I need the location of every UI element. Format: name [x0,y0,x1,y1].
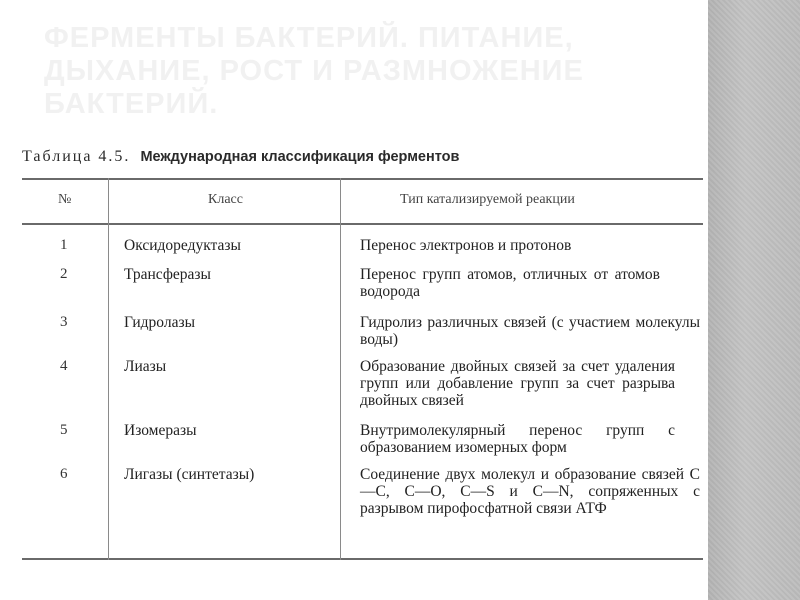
decorative-side-band [708,0,800,600]
row-number: 5 [60,422,68,438]
header-number: № [58,192,72,207]
column-divider [108,178,109,560]
row-class: Лиазы [124,358,167,375]
row-reaction: Образование двойных связей за счет удаления групп или добавление групп за счет разрыва двойных связей [360,358,675,409]
header-class: Класс [208,192,243,207]
row-reaction: Перенос групп атомов, отличных от атомов водорода [360,266,660,300]
row-class: Трансферазы [124,266,211,283]
row-reaction: Соединение двух молекул и образование связей С—С, С—О, С—S и С—N, сопряженных с разрывом пирофосфатной связи АТФ [360,466,700,517]
table-header-rule [22,223,703,225]
row-class: Гидролазы [124,314,195,331]
table-caption [22,148,459,166]
row-number: 2 [60,266,68,282]
enzyme-classification-table [22,178,703,560]
row-reaction: Внутримолекулярный перенос групп с образованием изомерных форм [360,422,675,456]
table-caption-title: Международная классификация ферментов [140,149,460,165]
row-reaction: Гидролиз различных связей (с участием молекулы воды) [360,314,700,348]
table-top-rule [22,178,703,180]
row-class: Лигазы (синтетазы) [124,466,255,483]
table-bottom-rule [22,558,703,560]
row-class: Оксидоредуктазы [124,237,241,254]
row-class: Изомеразы [124,422,197,439]
row-number: 1 [60,237,68,253]
table-caption-prefix: Таблица 4.5. [22,148,131,165]
row-number: 4 [60,358,68,374]
header-reaction-type: Тип катализируемой реакции [400,192,575,207]
row-number: 3 [60,314,68,330]
slide-title: ФЕРМЕНТЫ БАКТЕРИЙ. ПИТАНИЕ, ДЫХАНИЕ, РОСТ И РАЗМНОЖЕНИЕ БАКТЕРИЙ. [44,22,584,120]
row-reaction: Перенос электронов и протонов [360,237,572,254]
row-number: 6 [60,466,68,482]
column-divider [340,178,341,560]
